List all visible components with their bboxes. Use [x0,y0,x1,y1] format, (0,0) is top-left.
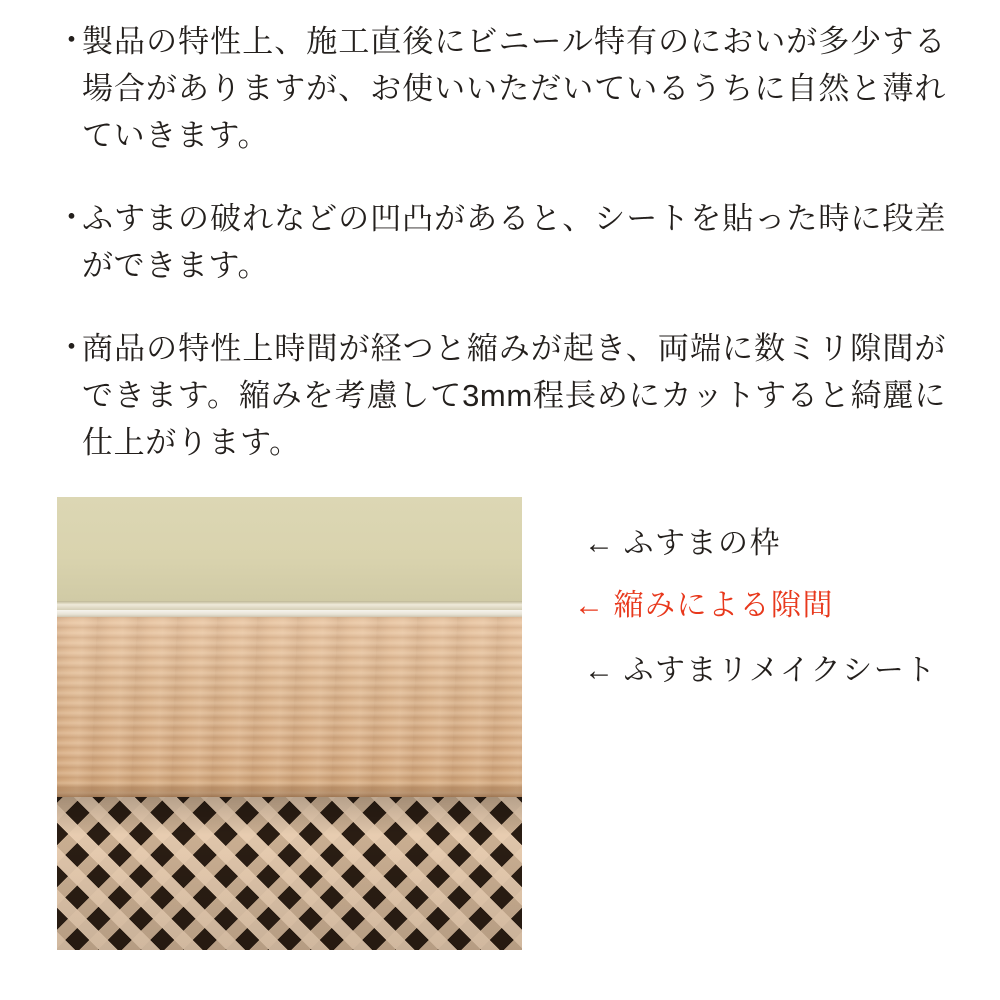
callout-label: 縮みによる隙間 [613,589,834,622]
photo-remake-sheet-region [57,617,522,797]
arrow-left-icon: ← [584,654,616,687]
note-text: ふすまの破れなどの凹凸があると、シートを貼った時に段差ができます。 [82,201,946,283]
list-item [56,325,946,466]
note-text: 製品の特性上、施工直後にビニール特有のにおいが多少する場合がありますが、お使いいただいているうちに自然と薄れていきます。 [82,24,946,153]
product-photo [57,497,522,950]
list-item [56,18,946,159]
list-item [56,195,946,289]
callout-remake-sheet [584,652,937,690]
callout-label: ふすまの枠 [623,527,781,560]
photo-fusuma-frame-region [57,497,522,607]
bullet-icon: ・ [56,200,87,235]
photo-weave-shading [57,797,522,950]
bullet-icon: ・ [56,23,87,58]
note-text: 商品の特性上時間が経つと縮みが起き、両端に数ミリ隙間ができます。縮みを考慮して3mm程長めにカットすると綺麗に仕上がります。 [82,331,946,460]
photo-frame-edge [57,601,522,610]
photo-callouts [527,497,947,950]
arrow-left-icon: ← [584,527,616,560]
arrow-left-icon: ← [574,589,606,622]
photo-shrink-gap-region [57,610,522,617]
callout-fusuma-frame [584,525,781,563]
notes-list [56,18,946,466]
figure-block [57,497,947,967]
callout-label: ふすまリメイクシート [623,654,937,687]
callout-shrink-gap [574,587,834,625]
bullet-icon: ・ [56,330,87,365]
